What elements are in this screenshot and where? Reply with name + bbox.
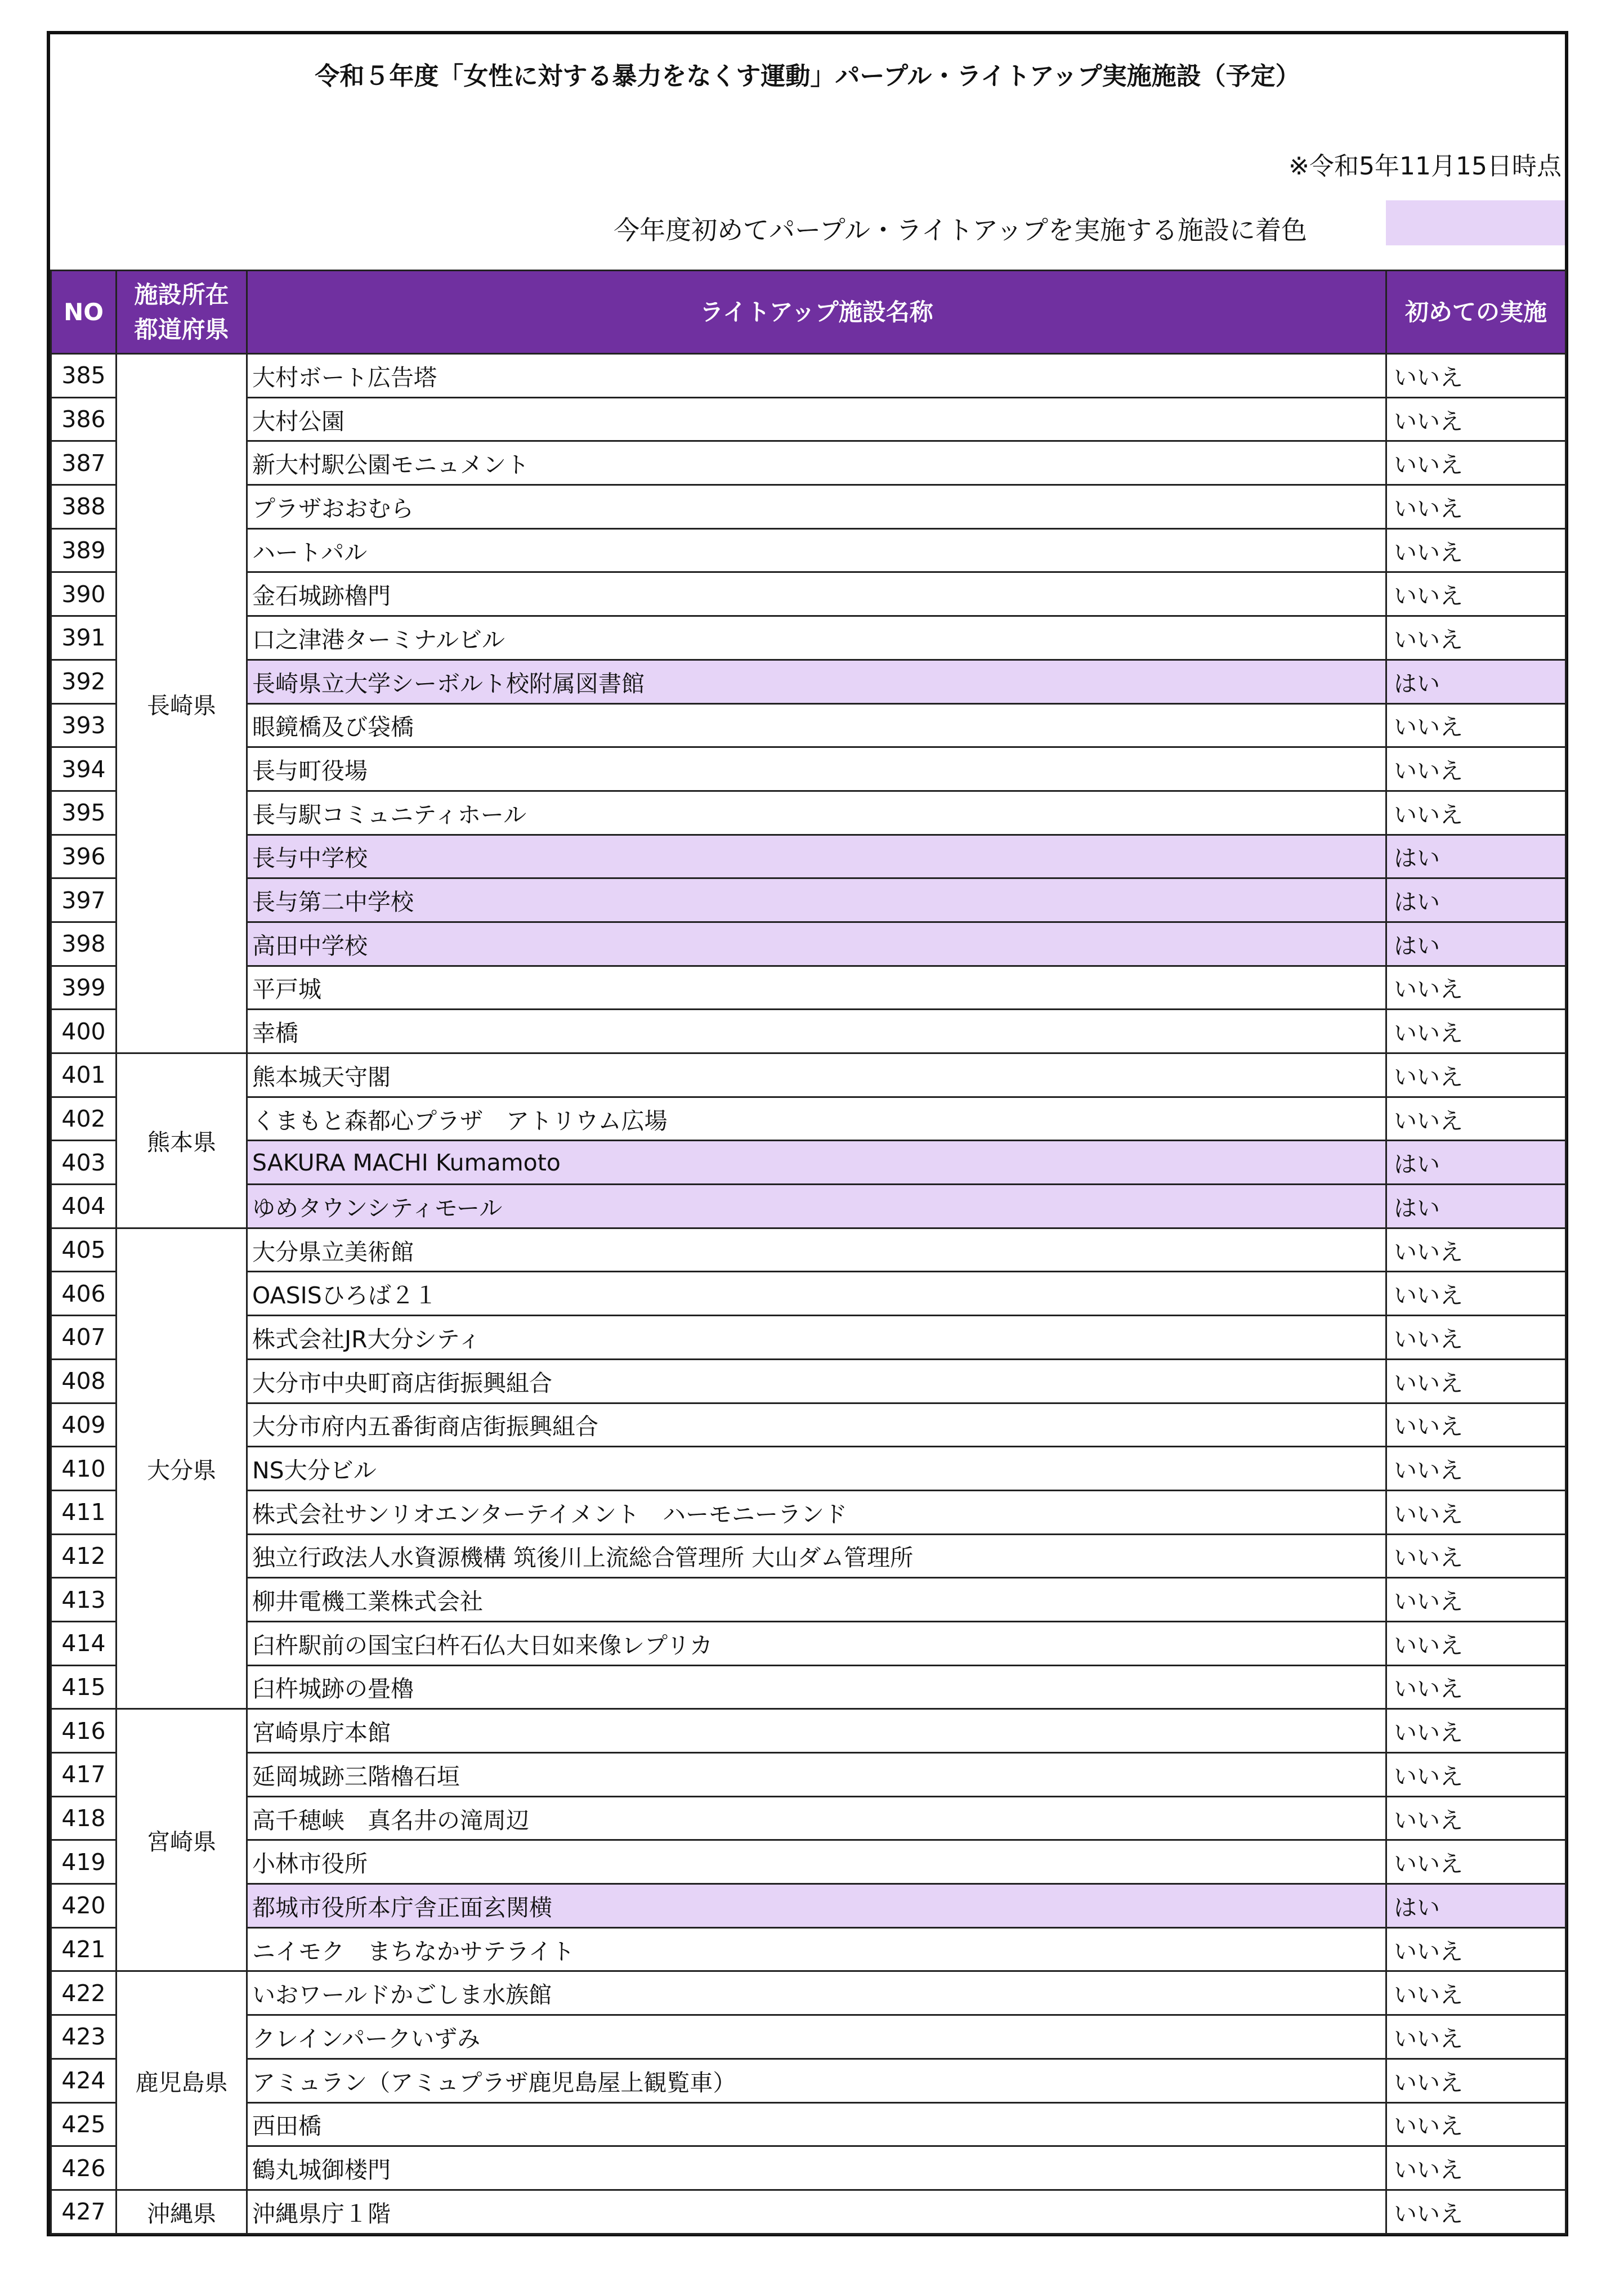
facility-name: 大分市中央町商店街振興組合 (247, 1359, 1386, 1403)
facility-name: 幸橋 (247, 1010, 1386, 1053)
row-number: 425 (51, 2102, 117, 2146)
table-row (51, 2059, 1566, 2102)
facility-name: 大村公園 (247, 397, 1386, 441)
table-row (51, 1359, 1566, 1403)
table-row (51, 354, 1566, 398)
first-time-flag: いいえ (1386, 1665, 1566, 1709)
first-time-flag: いいえ (1386, 1097, 1566, 1141)
table-row (51, 572, 1566, 616)
row-number: 395 (51, 791, 117, 835)
page-title: 令和５年度「女性に対する暴力をなくす運動」パープル・ライトアップ実施施設（予定） (315, 62, 1300, 91)
table-row (51, 1796, 1566, 1840)
facility-name: 沖縄県庁１階 (247, 2190, 1386, 2234)
facility-name: 長与第二中学校 (247, 878, 1386, 922)
table-header-row (51, 271, 1566, 354)
table-row (51, 1447, 1566, 1491)
header-first: 初めての実施 (1386, 271, 1566, 354)
table-row (51, 1272, 1566, 1316)
facility-name: 独立行政法人水資源機構 筑後川上流総合管理所 大山ダム管理所 (247, 1534, 1386, 1578)
row-number: 403 (51, 1141, 117, 1185)
first-time-flag: いいえ (1386, 2190, 1566, 2234)
document-sheet (47, 31, 1568, 2236)
legend-label: 今年度初めてパープル・ライトアップを実施する施設に着色 (614, 215, 1307, 245)
first-time-flag: いいえ (1386, 747, 1566, 791)
row-number: 391 (51, 616, 117, 660)
first-time-flag: いいえ (1386, 572, 1566, 616)
first-time-flag: いいえ (1386, 1228, 1566, 1272)
row-number: 407 (51, 1316, 117, 1360)
first-time-flag: いいえ (1386, 397, 1566, 441)
facility-name: NS大分ビル (247, 1447, 1386, 1491)
facility-name: 株式会社JR大分シティ (247, 1316, 1386, 1360)
row-number: 389 (51, 528, 117, 572)
table-row (51, 1316, 1566, 1360)
row-number: 398 (51, 922, 117, 966)
row-number: 397 (51, 878, 117, 922)
facility-name: ゆめタウンシティモール (247, 1185, 1386, 1228)
row-number: 399 (51, 966, 117, 1010)
row-number: 418 (51, 1796, 117, 1840)
row-number: 404 (51, 1185, 117, 1228)
facility-name: 大分県立美術館 (247, 1228, 1386, 1272)
row-number: 387 (51, 441, 117, 485)
row-number: 396 (51, 835, 117, 878)
table-row (51, 1578, 1566, 1622)
facility-table (50, 270, 1567, 2235)
facility-name: プラザおおむら (247, 485, 1386, 529)
first-time-flag: いいえ (1386, 1010, 1566, 1053)
table-row (51, 441, 1566, 485)
table-row (51, 1840, 1566, 1884)
table-row (51, 1665, 1566, 1709)
first-time-flag: いいえ (1386, 966, 1566, 1010)
row-number: 406 (51, 1272, 117, 1316)
table-row (51, 397, 1566, 441)
table-row (51, 966, 1566, 1010)
first-time-flag: いいえ (1386, 485, 1566, 529)
prefecture-cell: 沖縄県 (117, 2190, 247, 2234)
legend-color-swatch (1386, 200, 1565, 245)
first-time-flag: いいえ (1386, 1621, 1566, 1665)
first-time-flag: いいえ (1386, 616, 1566, 660)
first-time-flag: いいえ (1386, 1359, 1566, 1403)
row-number: 423 (51, 2015, 117, 2059)
table-row (51, 747, 1566, 791)
first-time-flag: いいえ (1386, 1534, 1566, 1578)
facility-name: 熊本城天守閣 (247, 1053, 1386, 1097)
facility-name: 新大村駅公園モニュメント (247, 441, 1386, 485)
row-number: 414 (51, 1621, 117, 1665)
facility-name: 株式会社サンリオエンターテイメント ハーモニーランド (247, 1490, 1386, 1534)
facility-name: 長崎県立大学シーボルト校附属図書館 (247, 660, 1386, 703)
table-body (51, 354, 1566, 2234)
first-time-flag: いいえ (1386, 1053, 1566, 1097)
first-time-flag: いいえ (1386, 1709, 1566, 1753)
facility-name: 大村ボート広告塔 (247, 354, 1386, 398)
first-time-flag: いいえ (1386, 2059, 1566, 2102)
facility-name: ニイモク まちなかサテライト (247, 1927, 1386, 1971)
row-number: 421 (51, 1927, 117, 1971)
header-facility: ライトアップ施設名称 (247, 271, 1386, 354)
row-number: 420 (51, 1884, 117, 1928)
first-time-flag: いいえ (1386, 1578, 1566, 1622)
facility-name: 延岡城跡三階櫓石垣 (247, 1753, 1386, 1797)
facility-name: ハートパル (247, 528, 1386, 572)
table-row (51, 1010, 1566, 1053)
row-number: 401 (51, 1053, 117, 1097)
facility-name: くまもと森都心プラザ アトリウム広場 (247, 1097, 1386, 1141)
row-number: 405 (51, 1228, 117, 1272)
row-number: 390 (51, 572, 117, 616)
row-number: 388 (51, 485, 117, 529)
first-time-flag: いいえ (1386, 1927, 1566, 1971)
table-row (51, 528, 1566, 572)
facility-name: 鶴丸城御楼門 (247, 2146, 1386, 2190)
row-number: 402 (51, 1097, 117, 1141)
table-row (51, 2015, 1566, 2059)
row-number: 417 (51, 1753, 117, 1797)
table-row (51, 1971, 1566, 2015)
first-time-flag: いいえ (1386, 2102, 1566, 2146)
facility-name: 柳井電機工業株式会社 (247, 1578, 1386, 1622)
first-time-flag: いいえ (1386, 1447, 1566, 1491)
row-number: 419 (51, 1840, 117, 1884)
table-row (51, 878, 1566, 922)
prefecture-cell: 大分県 (117, 1228, 247, 1709)
facility-name: アミュラン（アミュプラザ鹿児島屋上観覧車） (247, 2059, 1386, 2102)
row-number: 392 (51, 660, 117, 703)
facility-name: 都城市役所本庁舎正面玄関横 (247, 1884, 1386, 1928)
row-number: 415 (51, 1665, 117, 1709)
first-time-flag: はい (1386, 835, 1566, 878)
row-number: 411 (51, 1490, 117, 1534)
table-row (51, 1753, 1566, 1797)
table-row (51, 1534, 1566, 1578)
row-number: 386 (51, 397, 117, 441)
facility-name: 金石城跡櫓門 (247, 572, 1386, 616)
table-row (51, 2190, 1566, 2234)
row-number: 394 (51, 747, 117, 791)
table-row (51, 1403, 1566, 1447)
row-number: 393 (51, 703, 117, 747)
facility-name: 高田中学校 (247, 922, 1386, 966)
first-time-flag: いいえ (1386, 1316, 1566, 1360)
row-number: 426 (51, 2146, 117, 2190)
facility-name: 長与駅コミュニティホール (247, 791, 1386, 835)
row-number: 413 (51, 1578, 117, 1622)
facility-name: 西田橋 (247, 2102, 1386, 2146)
first-time-flag: はい (1386, 1884, 1566, 1928)
facility-name: OASISひろば２１ (247, 1272, 1386, 1316)
table-row (51, 485, 1566, 529)
facility-name: SAKURA MACHI Kumamoto (247, 1141, 1386, 1185)
facility-name: 宮崎県庁本館 (247, 1709, 1386, 1753)
row-number: 422 (51, 1971, 117, 2015)
first-time-flag: いいえ (1386, 2146, 1566, 2190)
table-row (51, 1053, 1566, 1097)
first-time-flag: はい (1386, 922, 1566, 966)
first-time-flag: はい (1386, 1185, 1566, 1228)
header-prefecture (117, 271, 247, 354)
first-time-flag: いいえ (1386, 703, 1566, 747)
first-time-flag: はい (1386, 878, 1566, 922)
row-number: 412 (51, 1534, 117, 1578)
row-number: 385 (51, 354, 117, 398)
table-row (51, 1709, 1566, 1753)
table-row (51, 1884, 1566, 1928)
facility-name: 眼鏡橋及び袋橋 (247, 703, 1386, 747)
facility-name: 小林市役所 (247, 1840, 1386, 1884)
facility-name: 平戸城 (247, 966, 1386, 1010)
row-number: 408 (51, 1359, 117, 1403)
table-row (51, 1621, 1566, 1665)
first-time-flag: いいえ (1386, 2015, 1566, 2059)
facility-name: 長与中学校 (247, 835, 1386, 878)
prefecture-cell: 熊本県 (117, 1053, 247, 1228)
prefecture-cell: 長崎県 (117, 354, 247, 1053)
first-time-flag: いいえ (1386, 1796, 1566, 1840)
table-row (51, 922, 1566, 966)
table-row (51, 703, 1566, 747)
facility-name: クレインパークいずみ (247, 2015, 1386, 2059)
row-number: 424 (51, 2059, 117, 2102)
first-time-flag: いいえ (1386, 528, 1566, 572)
table-row (51, 835, 1566, 878)
table-row (51, 616, 1566, 660)
first-time-flag: いいえ (1386, 1971, 1566, 2015)
row-number: 409 (51, 1403, 117, 1447)
first-time-flag: いいえ (1386, 1272, 1566, 1316)
table-row (51, 1097, 1566, 1141)
table-row (51, 1185, 1566, 1228)
first-time-flag: はい (1386, 1141, 1566, 1185)
facility-name: いおワールドかごしま水族館 (247, 1971, 1386, 2015)
row-number: 416 (51, 1709, 117, 1753)
table-row (51, 1141, 1566, 1185)
table-row (51, 660, 1566, 703)
row-number: 400 (51, 1010, 117, 1053)
facility-name: 臼杵城跡の畳櫓 (247, 1665, 1386, 1709)
row-number: 427 (51, 2190, 117, 2234)
table-row (51, 1228, 1566, 1272)
first-time-flag: いいえ (1386, 441, 1566, 485)
first-time-flag: いいえ (1386, 1490, 1566, 1534)
header-prefecture-line1: 施設所在 (134, 280, 229, 308)
first-time-flag: いいえ (1386, 1403, 1566, 1447)
facility-name: 口之津港ターミナルビル (247, 616, 1386, 660)
header-no: NO (51, 271, 117, 354)
first-time-flag: いいえ (1386, 354, 1566, 398)
first-time-flag: いいえ (1386, 791, 1566, 835)
first-time-flag: いいえ (1386, 1753, 1566, 1797)
table-row (51, 2102, 1566, 2146)
as-of-date: ※令和5年11月15日時点 (1289, 152, 1562, 181)
table-row (51, 1927, 1566, 1971)
table-row (51, 2146, 1566, 2190)
prefecture-cell: 宮崎県 (117, 1709, 247, 1971)
prefecture-cell: 鹿児島県 (117, 1971, 247, 2190)
first-time-flag: いいえ (1386, 1840, 1566, 1884)
table-row (51, 791, 1566, 835)
facility-name: 長与町役場 (247, 747, 1386, 791)
facility-name: 高千穂峡 真名井の滝周辺 (247, 1796, 1386, 1840)
header-prefecture-line2: 都道府県 (134, 315, 229, 343)
facility-name: 臼杵駅前の国宝臼杵石仏大日如来像レプリカ (247, 1621, 1386, 1665)
facility-name: 大分市府内五番街商店街振興組合 (247, 1403, 1386, 1447)
table-row (51, 1490, 1566, 1534)
row-number: 410 (51, 1447, 117, 1491)
first-time-flag: はい (1386, 660, 1566, 703)
